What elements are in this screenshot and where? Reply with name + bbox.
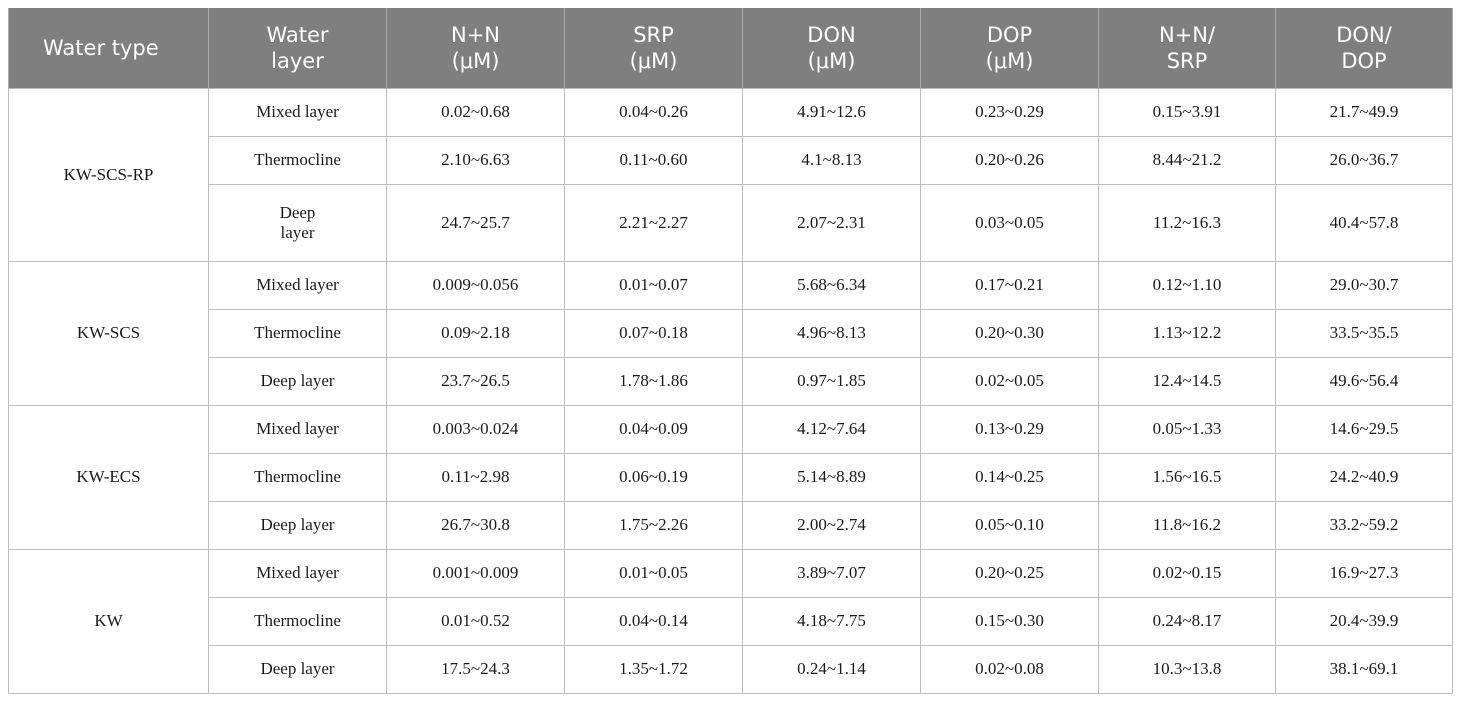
value-cell-n-plus-n: 0.003~0.024 (387, 405, 565, 453)
water-type-cell: KW-SCS (9, 261, 209, 405)
table-row (9, 88, 1453, 136)
value-cell-srp: 0.06~0.19 (565, 453, 743, 501)
value-cell-don: 2.07~2.31 (743, 184, 921, 261)
header-line: DON/ (1336, 22, 1392, 47)
value-cell-n-plus-n-srp-ratio: 0.05~1.33 (1099, 405, 1276, 453)
header-line: (μM) (629, 48, 678, 73)
value-cell-n-plus-n: 24.7~25.7 (387, 184, 565, 261)
value-cell-n-plus-n-srp-ratio: 11.8~16.2 (1099, 501, 1276, 549)
table-row (9, 501, 1453, 549)
value-cell-n-plus-n: 0.01~0.52 (387, 597, 565, 645)
water-layer-label: Deep layer (260, 659, 335, 678)
value-cell-don-dop-ratio: 26.0~36.7 (1276, 136, 1453, 184)
value-cell-don: 0.24~1.14 (743, 645, 921, 693)
value-cell-don: 4.18~7.75 (743, 597, 921, 645)
table-row (9, 549, 1453, 597)
water-layer-cell (209, 645, 387, 693)
header-line: (μM) (451, 48, 500, 73)
water-layer-cell (209, 184, 387, 261)
water-layer-label: Thermocline (254, 323, 341, 342)
water-layer-cell (209, 453, 387, 501)
value-cell-srp: 0.11~0.60 (565, 136, 743, 184)
water-layer-cell (209, 136, 387, 184)
value-cell-n-plus-n: 0.02~0.68 (387, 88, 565, 136)
value-cell-srp: 1.75~2.26 (565, 501, 743, 549)
water-layer-cell (209, 549, 387, 597)
value-cell-dop: 0.14~0.25 (921, 453, 1099, 501)
value-cell-srp: 0.04~0.14 (565, 597, 743, 645)
value-cell-srp: 0.04~0.09 (565, 405, 743, 453)
value-cell-don: 0.97~1.85 (743, 357, 921, 405)
table-row (9, 136, 1453, 184)
value-cell-dop: 0.23~0.29 (921, 88, 1099, 136)
water-layer-cell (209, 261, 387, 309)
water-layer-label: layer (280, 222, 315, 242)
value-cell-don-dop-ratio: 29.0~30.7 (1276, 261, 1453, 309)
header-line: SRP (633, 22, 674, 47)
value-cell-don-dop-ratio: 49.6~56.4 (1276, 357, 1453, 405)
water-layer-label: Deep (279, 202, 316, 222)
value-cell-don-dop-ratio: 20.4~39.9 (1276, 597, 1453, 645)
value-cell-n-plus-n-srp-ratio: 11.2~16.3 (1099, 184, 1276, 261)
data-table (8, 8, 1453, 694)
value-cell-n-plus-n-srp-ratio: 0.15~3.91 (1099, 88, 1276, 136)
value-cell-don-dop-ratio: 16.9~27.3 (1276, 549, 1453, 597)
value-cell-don-dop-ratio: 21.7~49.9 (1276, 88, 1453, 136)
water-layer-cell (209, 357, 387, 405)
header-line: N+N/ (1158, 22, 1216, 47)
value-cell-n-plus-n: 26.7~30.8 (387, 501, 565, 549)
header-dop (921, 8, 1099, 88)
water-layer-label: Thermocline (254, 467, 341, 486)
value-cell-don: 2.00~2.74 (743, 501, 921, 549)
header-line: SRP (1166, 48, 1208, 73)
header-n-plus-n (387, 8, 565, 88)
value-cell-don-dop-ratio: 40.4~57.8 (1276, 184, 1453, 261)
water-type-cell: KW-ECS (9, 405, 209, 549)
header-don (743, 8, 921, 88)
table-row (9, 261, 1453, 309)
header-line: DOP (1341, 48, 1387, 73)
water-layer-cell (209, 88, 387, 136)
value-cell-don-dop-ratio: 24.2~40.9 (1276, 453, 1453, 501)
value-cell-don: 5.14~8.89 (743, 453, 921, 501)
water-layer-cell (209, 597, 387, 645)
table-header (9, 8, 1453, 88)
water-layer-label: Thermocline (254, 611, 341, 630)
header-line: (μM) (985, 48, 1034, 73)
water-layer-label: Mixed layer (256, 563, 339, 582)
table-row (9, 357, 1453, 405)
table-row (9, 597, 1453, 645)
water-layer-label: Mixed layer (256, 102, 339, 121)
value-cell-don: 4.12~7.64 (743, 405, 921, 453)
header-line: DON (807, 22, 856, 47)
value-cell-don: 5.68~6.34 (743, 261, 921, 309)
value-cell-dop: 0.13~0.29 (921, 405, 1099, 453)
value-cell-dop: 0.20~0.26 (921, 136, 1099, 184)
value-cell-n-plus-n: 2.10~6.63 (387, 136, 565, 184)
header-water-layer (209, 8, 387, 88)
header-line: (μM) (807, 48, 856, 73)
table-row (9, 309, 1453, 357)
value-cell-n-plus-n-srp-ratio: 0.24~8.17 (1099, 597, 1276, 645)
value-cell-n-plus-n: 0.11~2.98 (387, 453, 565, 501)
value-cell-dop: 0.02~0.08 (921, 645, 1099, 693)
value-cell-dop: 0.15~0.30 (921, 597, 1099, 645)
value-cell-srp: 0.01~0.05 (565, 549, 743, 597)
value-cell-don: 4.96~8.13 (743, 309, 921, 357)
table-row (9, 645, 1453, 693)
water-layer-label: Deep layer (260, 371, 335, 390)
value-cell-dop: 0.02~0.05 (921, 357, 1099, 405)
header-row (9, 8, 1453, 88)
water-layer-label: Mixed layer (256, 275, 339, 294)
value-cell-don-dop-ratio: 33.2~59.2 (1276, 501, 1453, 549)
value-cell-n-plus-n: 17.5~24.3 (387, 645, 565, 693)
table-row (9, 405, 1453, 453)
table-row (9, 453, 1453, 501)
value-cell-don-dop-ratio: 38.1~69.1 (1276, 645, 1453, 693)
value-cell-don: 4.1~8.13 (743, 136, 921, 184)
water-layer-label: Thermocline (254, 150, 341, 169)
header-line: Water type (43, 35, 159, 60)
header-line: Water (266, 22, 329, 47)
water-layer-label: Deep layer (260, 515, 335, 534)
value-cell-don-dop-ratio: 14.6~29.5 (1276, 405, 1453, 453)
water-layer-cell (209, 405, 387, 453)
header-n-plus-n-srp-ratio (1099, 8, 1276, 88)
value-cell-dop: 0.03~0.05 (921, 184, 1099, 261)
value-cell-n-plus-n-srp-ratio: 8.44~21.2 (1099, 136, 1276, 184)
value-cell-srp: 1.35~1.72 (565, 645, 743, 693)
value-cell-n-plus-n: 0.001~0.009 (387, 549, 565, 597)
value-cell-n-plus-n-srp-ratio: 0.02~0.15 (1099, 549, 1276, 597)
header-line: layer (271, 48, 324, 73)
table-row (9, 184, 1453, 261)
value-cell-dop: 0.17~0.21 (921, 261, 1099, 309)
water-layer-cell (209, 309, 387, 357)
water-type-cell: KW (9, 549, 209, 693)
value-cell-n-plus-n-srp-ratio: 1.56~16.5 (1099, 453, 1276, 501)
value-cell-srp: 0.01~0.07 (565, 261, 743, 309)
water-layer-cell (209, 501, 387, 549)
value-cell-srp: 0.07~0.18 (565, 309, 743, 357)
header-srp (565, 8, 743, 88)
value-cell-srp: 1.78~1.86 (565, 357, 743, 405)
table-body (9, 88, 1453, 693)
value-cell-dop: 0.20~0.25 (921, 549, 1099, 597)
value-cell-dop: 0.20~0.30 (921, 309, 1099, 357)
value-cell-n-plus-n: 0.09~2.18 (387, 309, 565, 357)
value-cell-don-dop-ratio: 33.5~35.5 (1276, 309, 1453, 357)
header-don-dop-ratio (1276, 8, 1453, 88)
value-cell-n-plus-n-srp-ratio: 0.12~1.10 (1099, 261, 1276, 309)
water-layer-label: Mixed layer (256, 419, 339, 438)
water-type-cell: KW-SCS-RP (9, 88, 209, 261)
value-cell-n-plus-n: 23.7~26.5 (387, 357, 565, 405)
value-cell-n-plus-n-srp-ratio: 10.3~13.8 (1099, 645, 1276, 693)
value-cell-srp: 0.04~0.26 (565, 88, 743, 136)
value-cell-srp: 2.21~2.27 (565, 184, 743, 261)
value-cell-n-plus-n-srp-ratio: 12.4~14.5 (1099, 357, 1276, 405)
value-cell-don: 3.89~7.07 (743, 549, 921, 597)
value-cell-n-plus-n: 0.009~0.056 (387, 261, 565, 309)
header-line: N+N (450, 22, 500, 47)
value-cell-n-plus-n-srp-ratio: 1.13~12.2 (1099, 309, 1276, 357)
value-cell-don: 4.91~12.6 (743, 88, 921, 136)
header-water-type (9, 8, 209, 88)
header-line: DOP (986, 22, 1033, 47)
value-cell-dop: 0.05~0.10 (921, 501, 1099, 549)
